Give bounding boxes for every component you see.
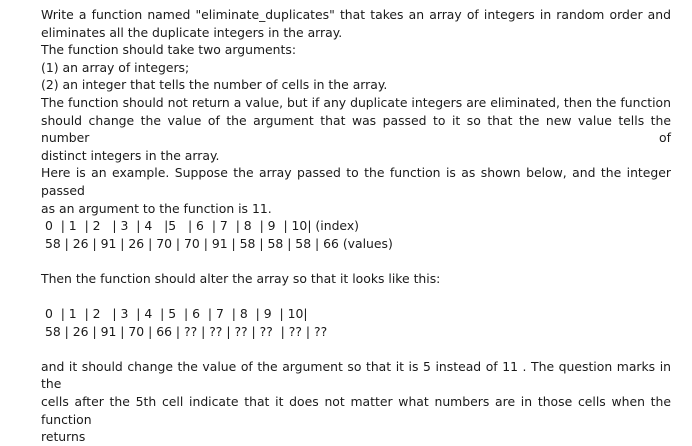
text-line-10: as an argument to the function is 11. xyxy=(41,200,272,216)
blank-line xyxy=(41,288,671,306)
blank-line xyxy=(41,252,671,270)
values-row-before: 58 | 26 | 91 | 26 | 70 | 70 | 91 | 58 | 58 | 58 | 66 (values) xyxy=(41,235,393,251)
text-line-and: and it should change the value of the argument so that it is 5 instead of 11 . The question marks in the xyxy=(41,358,671,392)
document-body xyxy=(41,6,671,446)
text-line-2: eliminates all the duplicate integers in the array. xyxy=(41,24,343,40)
text-line-9: Here is an example. Suppose the array passed to the function is as shown below, and the integer passed xyxy=(41,165,671,198)
text-line-cells: cells after the 5th cell indicate that it does not matter what numbers are in those cells when the function xyxy=(41,394,671,427)
blank-line xyxy=(41,340,671,358)
text-line-5: (2) an integer that tells the number of cells in the array. xyxy=(41,77,388,93)
text-line-4: (1) an array of integers; xyxy=(41,59,190,75)
index-row-before: 0 | 1 | 2 | 3 | 4 |5 | 6 | 7 | 8 | 9 | 10| (index) xyxy=(41,218,360,234)
text-line-1: Write a function named "eliminate_duplicates" that takes an array of integers in random order and xyxy=(41,7,671,22)
text-line-then: Then the function should alter the array so that it looks like this: xyxy=(41,270,441,286)
values-row-after: 58 | 26 | 91 | 70 | 66 | ?? | ?? | ?? | ?? | ?? | ?? xyxy=(41,323,328,339)
text-line-6: The function should not return a value, but if any duplicate integers are eliminated, then the function xyxy=(41,94,671,110)
text-line-7: should change the value of the argument that was passed to it so that the new value tells the number of xyxy=(41,112,671,146)
text-line-returns: returns xyxy=(41,429,86,445)
index-row-after: 0 | 1 | 2 | 3 | 4 | 5 | 6 | 7 | 8 | 9 | 10| xyxy=(41,306,308,322)
text-line-8: distinct integers in the array. xyxy=(41,147,220,163)
text-line-3: The function should take two arguments: xyxy=(41,42,297,58)
